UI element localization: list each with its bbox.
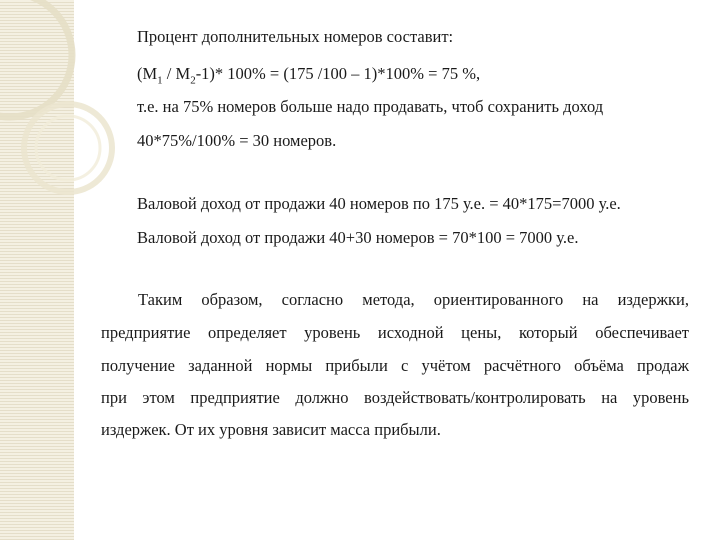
paragraph-line-5: издержек. От их уровня зависит масса прибыли. (101, 420, 441, 439)
text-line-gross-income-2 (137, 228, 578, 248)
formula-part-result: -1)* 100% = (175 /100 – 1)*100% = 75 %, (195, 64, 481, 83)
text-line-formula (137, 64, 480, 90)
paragraph-line-1: Таким образом, согласно метода, ориентированного на издержки, (138, 290, 689, 309)
formula-subscript-2: 2 (190, 74, 196, 87)
formula-subscript-1: 1 (157, 74, 163, 87)
text-percent-header: Процент дополнительных номеров составит: (137, 27, 454, 46)
paragraph-line-4: при этом предприятие должно воздействовать/контролировать на уровень (101, 388, 689, 407)
text-gross-income-2: Валовой доход от продажи 40+30 номеров = 70*100 = 7000 у.е. (137, 228, 579, 247)
text-line-extra-rooms (137, 131, 336, 151)
text-gross-income-1: Валовой доход от продажи 40 номеров по 175 у.е. = 40*175=7000 у.е. (137, 194, 621, 213)
paragraph-line-2: предприятие определяет уровень исходной цены, который обеспечивает (101, 323, 689, 342)
text-line-percent-header (137, 27, 453, 47)
text-line-gross-income-1 (137, 194, 621, 214)
formula-part-m1: (M (137, 64, 158, 83)
text-line-explanation (137, 97, 603, 117)
paragraph-line-3: получение заданной нормы прибыли с учётом расчётного объёма продаж (101, 356, 689, 375)
text-explanation: т.е. на 75% номеров больше надо продавать, чтоб сохранить доход (137, 97, 604, 116)
formula-part-m2: / M (162, 64, 191, 83)
text-extra-rooms: 40*75%/100% = 30 номеров. (137, 131, 337, 150)
